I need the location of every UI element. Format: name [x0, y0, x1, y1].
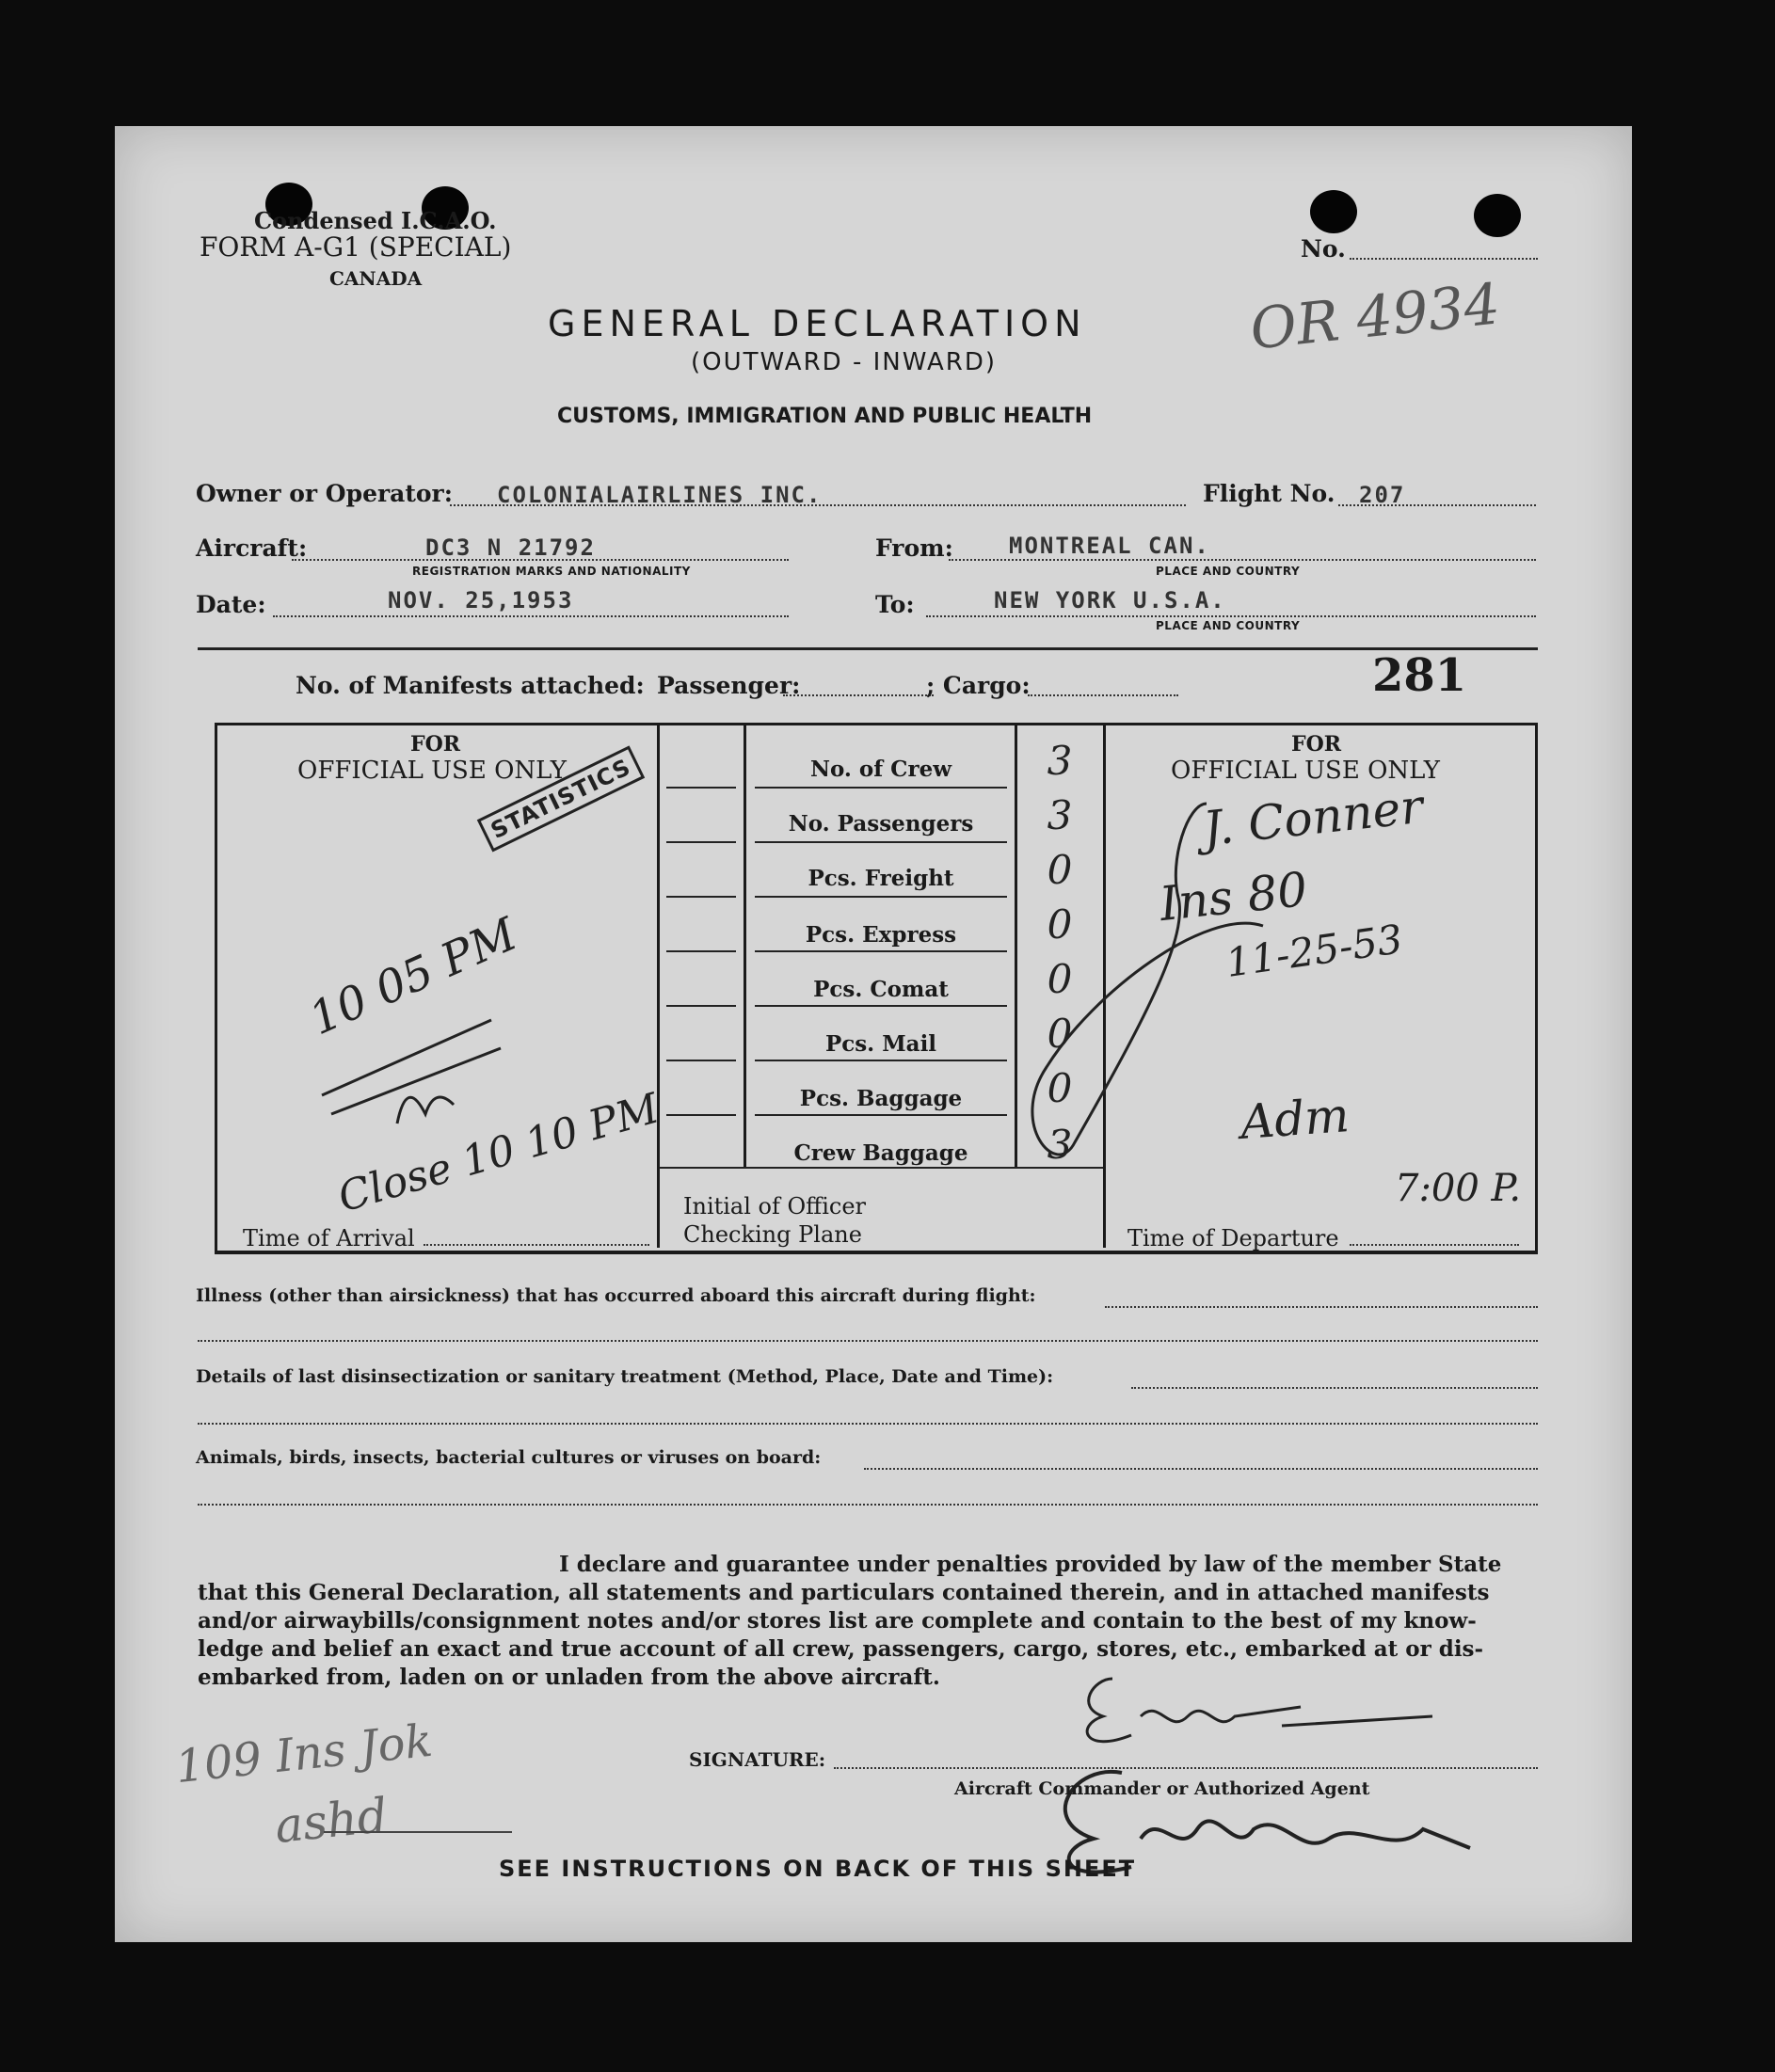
owner-value: COLONIALAIRLINES INC.: [497, 482, 823, 508]
row-line: [755, 950, 1007, 952]
table-divider-2: [744, 723, 746, 1167]
divider: [198, 647, 1538, 650]
date-label: Date:: [196, 591, 266, 618]
time-of-arrival-label: Time of Arrival: [243, 1225, 415, 1251]
from-label: From:: [875, 534, 953, 562]
declaration-line-5: embarked from, laden on or unladen from the above aircraft.: [198, 1665, 940, 1690]
right-note-date: 11-25-53: [1223, 916, 1406, 986]
row-label-crew: No. of Crew: [809, 757, 952, 782]
signature-line: [834, 1767, 1538, 1769]
row-line: [666, 787, 736, 789]
illness-line-1: [1105, 1306, 1538, 1308]
page-subtitle: (OUTWARD - INWARD): [691, 348, 998, 376]
row-line: [755, 896, 1007, 898]
declaration-line-3: and/or airwaybills/consignment notes and/or stores list are complete and contain to the best of my know-: [198, 1608, 1477, 1634]
illness-label: Illness (other than airsickness) that has occurred aboard this aircraft during flight:: [196, 1285, 1036, 1306]
officer-label-1: Initial of Officer: [683, 1193, 867, 1219]
signature-caption: Aircraft Commander or Authorized Agent: [954, 1778, 1370, 1799]
manifests-label: No. of Manifests attached:: [296, 672, 645, 699]
left-official-header-2: OFFICIAL USE ONLY: [297, 757, 567, 785]
to-value: NEW YORK U.S.A.: [994, 587, 1226, 614]
margin-note-2: ashd: [272, 1787, 391, 1855]
row-line: [755, 1060, 1007, 1061]
arrival-note-close: Close 10 10 PM: [332, 1084, 664, 1222]
punch-hole: [1310, 190, 1357, 233]
handwritten-number: OR 4934: [1247, 271, 1504, 363]
row-line: [666, 1114, 736, 1116]
punch-hole: [1474, 194, 1521, 237]
manifests-stamp-number: 281: [1372, 649, 1467, 702]
owner-label: Owner or Operator:: [196, 480, 453, 507]
animals-label: Animals, birds, insects, bacterial cultures or viruses on board:: [196, 1447, 822, 1468]
row-value-baggage: 0: [1047, 1065, 1073, 1111]
page-subheading: CUSTOMS, IMMIGRATION AND PUBLIC HEALTH: [557, 405, 1093, 428]
footer-instructions: SEE INSTRUCTIONS ON BACK OF THIS SHEET: [499, 1856, 1137, 1882]
from-value: MONTREAL CAN.: [1009, 533, 1210, 559]
table-divider-1: [657, 723, 660, 1248]
form-paper: [115, 126, 1632, 1942]
row-value-passengers: 3: [1047, 792, 1073, 838]
row-value-crew: 3: [1047, 738, 1073, 784]
declaration-line-1: I declare and guarantee under penalties provided by law of the member State: [559, 1552, 1502, 1577]
disinsect-line-1: [1131, 1387, 1538, 1389]
right-official-header-1: FOR: [1291, 732, 1342, 757]
aircraft-value: DC3 N 21792: [425, 534, 596, 561]
row-line: [755, 1005, 1007, 1007]
to-label: To:: [875, 591, 915, 618]
row-line: [666, 1005, 736, 1007]
time-of-arrival-line: [424, 1244, 649, 1246]
aircraft-label: Aircraft:: [196, 534, 308, 562]
from-line: [949, 559, 1536, 561]
flight-no-label: Flight No.: [1203, 480, 1335, 507]
to-caption: PLACE AND COUNTRY: [1156, 619, 1301, 632]
margin-note: 109 Ins Jok: [172, 1713, 436, 1794]
row-line: [666, 896, 736, 898]
no-label: No.: [1301, 235, 1346, 263]
time-of-departure-label: Time of Departure: [1127, 1225, 1339, 1251]
arrival-note-time: 10 05 PM: [301, 907, 525, 1046]
row-line: [755, 787, 1007, 789]
signature-label: SIGNATURE:: [689, 1748, 826, 1771]
table-divider-3: [1015, 723, 1017, 1167]
disinsect-label: Details of last disinsectization or sanitary treatment (Method, Place, Date and Time):: [196, 1366, 1054, 1387]
right-note-ins: Ins 80: [1157, 861, 1310, 932]
aircraft-caption: REGISTRATION MARKS AND NATIONALITY: [412, 565, 691, 578]
time-of-departure-line: [1350, 1244, 1519, 1246]
row-value-freight: 0: [1047, 847, 1073, 893]
manifests-cargo-label: ; Cargo:: [926, 672, 1031, 699]
row-label-passengers: No. Passengers: [788, 811, 974, 837]
date-line: [273, 615, 789, 617]
row-line: [666, 950, 736, 952]
right-official-header-2: OFFICIAL USE ONLY: [1171, 757, 1440, 785]
row-label-mail: Pcs. Mail: [824, 1031, 937, 1057]
manifests-passenger-label: Passenger:: [657, 672, 801, 699]
form-line-2: FORM A-G1 (SPECIAL): [200, 231, 512, 263]
statistics-stamp: STATISTICS: [477, 746, 645, 853]
row-label-express: Pcs. Express: [805, 922, 957, 948]
manifests-passenger-line: [783, 694, 934, 696]
row-label-crew-baggage: Crew Baggage: [793, 1140, 968, 1166]
row-value-crew-baggage: 3: [1047, 1122, 1073, 1168]
row-label-comat: Pcs. Comat: [813, 977, 949, 1002]
row-value-mail: 0: [1047, 1011, 1073, 1057]
to-line: [926, 615, 1536, 617]
row-line: [666, 841, 736, 843]
officer-label-2: Checking Plane: [683, 1221, 862, 1248]
from-caption: PLACE AND COUNTRY: [1156, 565, 1301, 578]
animals-line-1: [864, 1468, 1538, 1470]
declaration-line-4: ledge and belief an exact and true account of all crew, passengers, cargo, stores, etc., embarked at or dis-: [198, 1636, 1484, 1662]
manifests-cargo-line: [1028, 694, 1178, 696]
left-official-header-1: FOR: [410, 732, 461, 757]
form-line-3: CANADA: [329, 267, 423, 290]
row-line: [755, 1114, 1007, 1116]
row-label-freight: Pcs. Freight: [808, 866, 954, 891]
footer-rule: [324, 1831, 512, 1833]
form-line-1: Condensed I.C.A.O.: [254, 207, 497, 234]
right-note-name: J. Conner: [1200, 778, 1426, 857]
illness-line-2: [198, 1340, 1538, 1342]
page-title: GENERAL DECLARATION: [548, 303, 1087, 344]
right-note-time: 7:00 P.: [1395, 1167, 1522, 1210]
flight-no-value: 207: [1359, 482, 1406, 508]
disinsect-line-2: [198, 1423, 1538, 1425]
date-value: NOV. 25,1953: [388, 587, 574, 614]
no-line: [1350, 258, 1538, 260]
row-value-comat: 0: [1047, 956, 1073, 1002]
right-note-initials: Adm: [1239, 1088, 1351, 1150]
row-line: [666, 1060, 736, 1061]
declaration-line-2: that this General Declaration, all statements and particulars contained therein, and in attached manifests: [198, 1580, 1490, 1605]
row-label-baggage: Pcs. Baggage: [799, 1086, 963, 1111]
row-line: [755, 841, 1007, 843]
animals-line-2: [198, 1504, 1538, 1506]
row-value-express: 0: [1047, 901, 1073, 948]
